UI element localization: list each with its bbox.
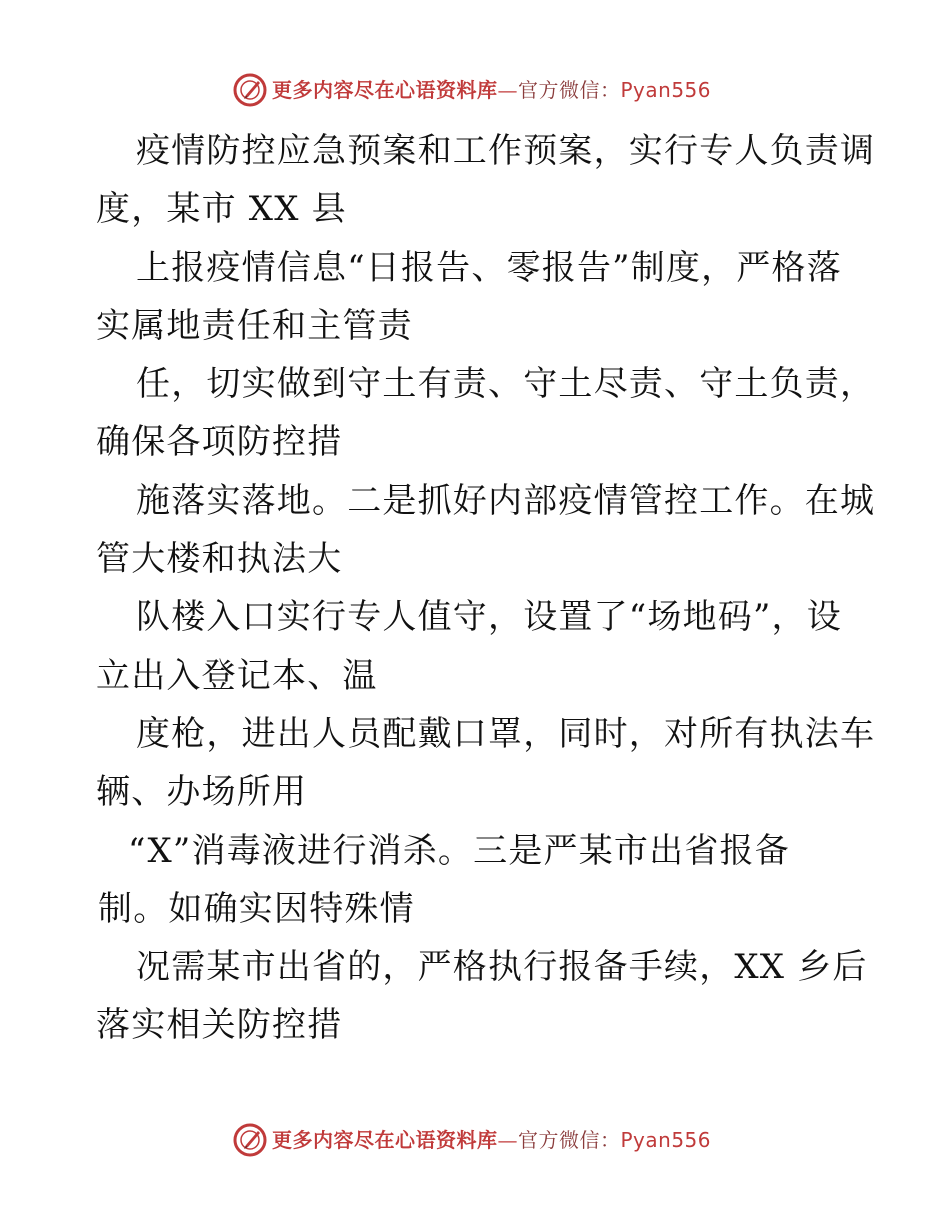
body-line: 确保各项防控措 <box>96 422 343 463</box>
body-line: 任，切实做到守土有责、守土尽责、守土负责， <box>136 364 876 405</box>
body-line: 立出入登记本、温 <box>96 655 378 696</box>
banner-dash: — <box>497 1128 518 1152</box>
body-line: 实属地责任和主管责 <box>96 305 413 346</box>
body-line: 辆、办场所用 <box>96 772 308 813</box>
body-line: 况需某市出省的，严格执行报备手续，XX 乡后 <box>136 947 868 988</box>
body-line: 度枪，进出人员配戴口罩，同时，对所有执法车 <box>136 713 876 754</box>
body-line: 上报疫情信息“日报告、零报告”制度，严格落 <box>136 247 842 288</box>
footer-banner-text <box>272 1127 711 1153</box>
banner-dash: — <box>497 78 518 102</box>
header-banner <box>0 70 950 110</box>
document-body <box>96 122 876 1055</box>
body-line: 管大楼和执法大 <box>96 539 343 580</box>
body-line: 制。如确实因特殊情 <box>98 888 415 929</box>
banner-site-name: 更多内容尽在心语资料库 <box>272 78 498 102</box>
footer-banner <box>0 1120 950 1160</box>
body-line: 队楼入口实行专人值守，设置了“场地码”，设 <box>136 597 842 638</box>
banner-site-name: 更多内容尽在心语资料库 <box>272 1128 498 1152</box>
body-line: 施落实落地。二是抓好内部疫情管控工作。在城 <box>136 480 876 521</box>
banner-wechat-id: Pyan556 <box>620 1128 712 1152</box>
banner-wechat-id: Pyan556 <box>620 78 712 102</box>
body-line: 度，某市 XX 县 <box>96 189 347 230</box>
banner-wechat-label: 官方微信： <box>518 78 621 102</box>
pen-nib-circle-logo-icon <box>232 1122 268 1158</box>
body-line: “X”消毒液进行消杀。三是严某市出省报备 <box>128 830 790 871</box>
banner-wechat-label: 官方微信： <box>518 1128 621 1152</box>
header-banner-text <box>272 77 711 103</box>
pen-nib-circle-logo-icon <box>232 72 268 108</box>
body-line: 疫情防控应急预案和工作预案，实行专人负责调 <box>136 131 876 171</box>
body-line: 落实相关防控措 <box>96 1005 343 1046</box>
